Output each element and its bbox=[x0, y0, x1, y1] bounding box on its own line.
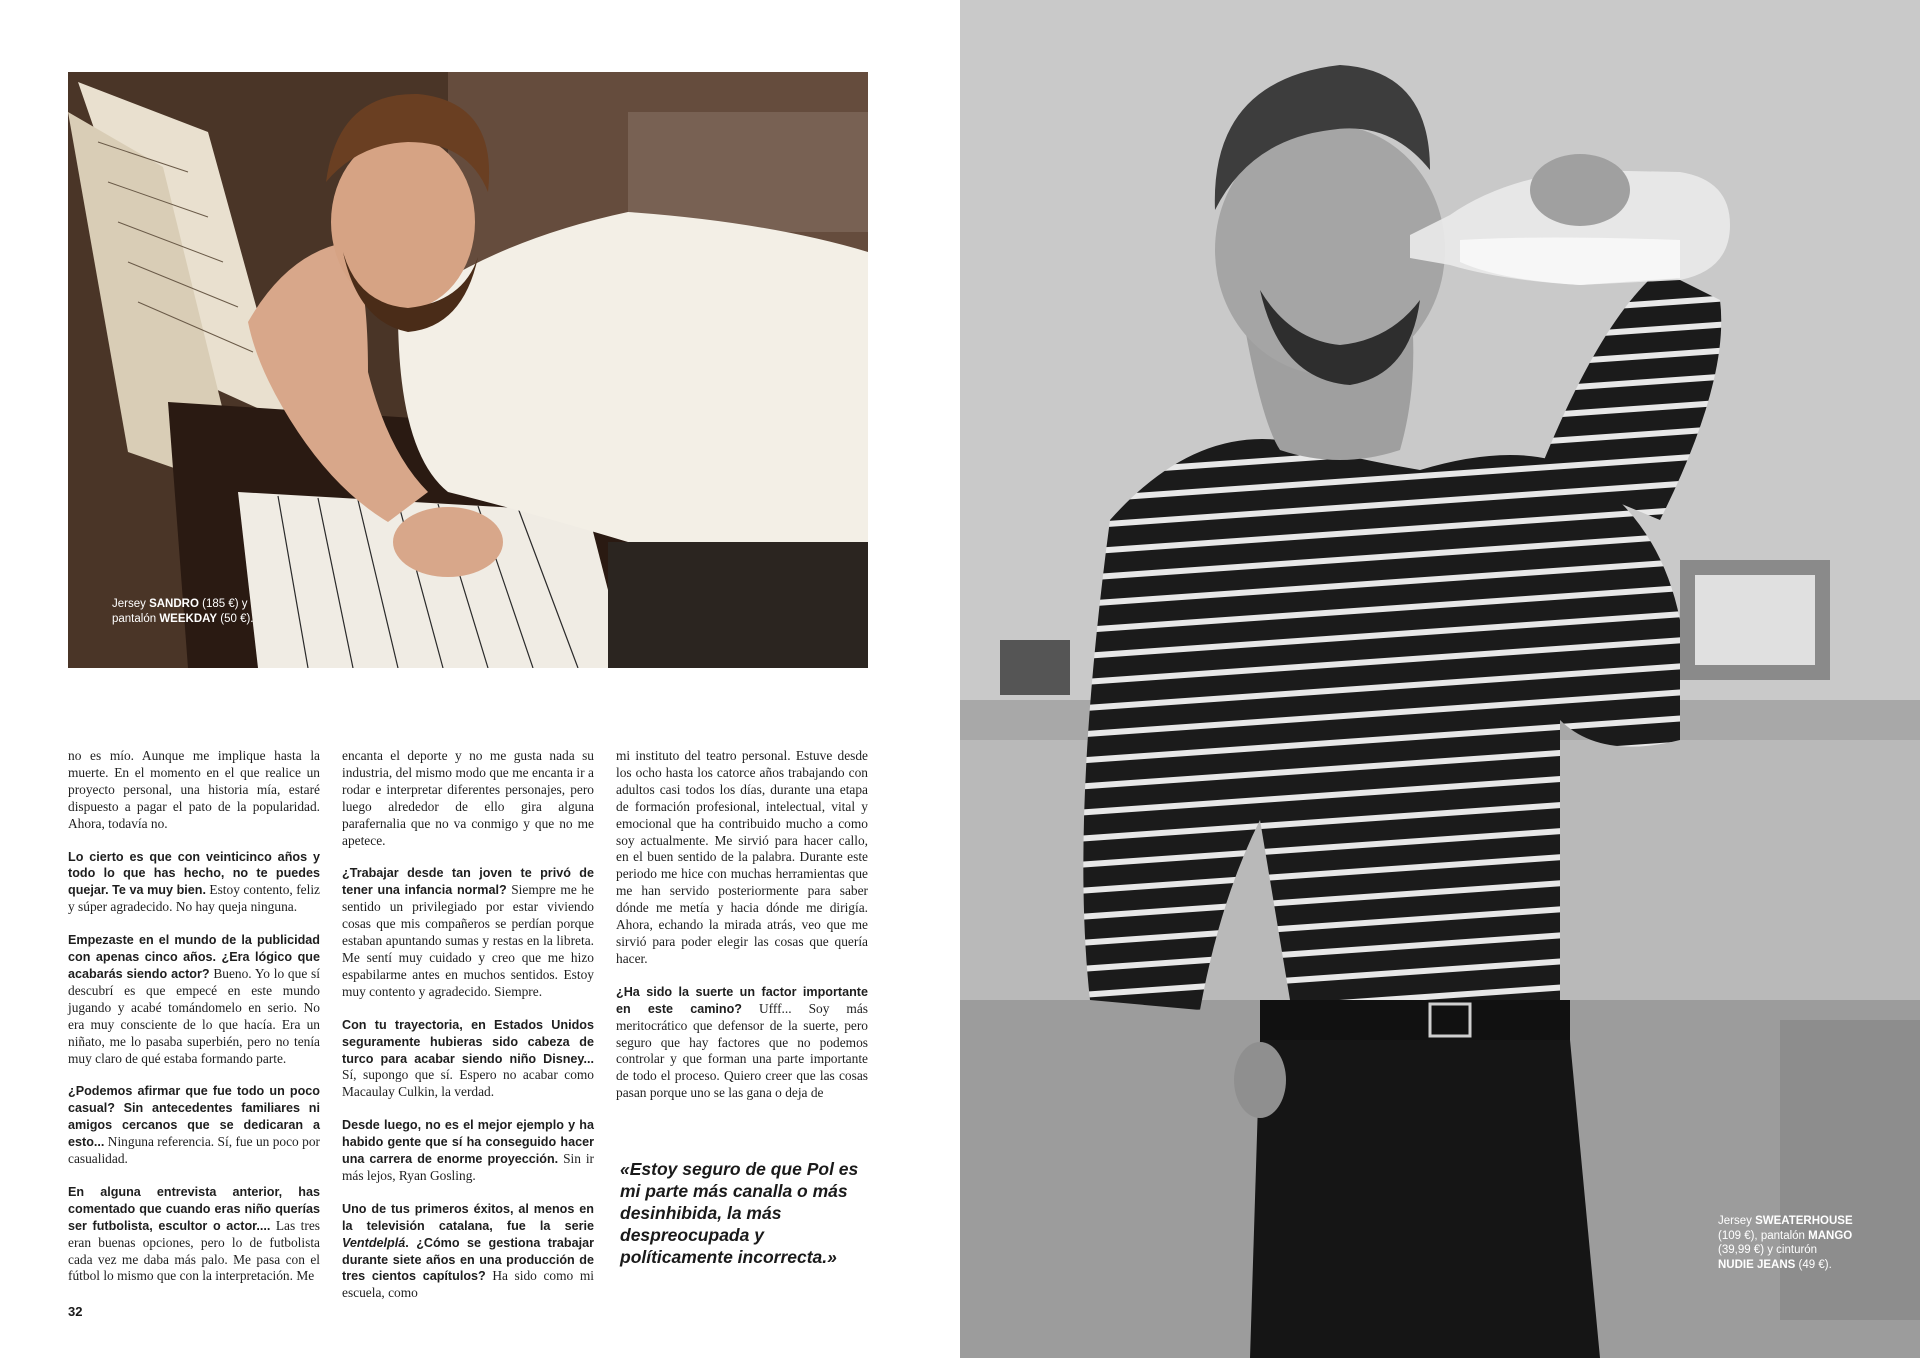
paragraph bbox=[68, 1184, 320, 1285]
right-photo bbox=[960, 0, 1920, 1358]
question-text: Con tu trayectoria, en Estados Unidos seguramente hubieras sido cabeza de turco para acabar siendo niño Disney... bbox=[342, 1017, 594, 1066]
answer-text: Las tres eran buenas opciones, pero lo de futbolista cada vez me daba más palo. Me pasa con el fútbol lo mismo que con la interpretación. Me bbox=[68, 1217, 320, 1284]
caption-text: pantalón bbox=[112, 613, 160, 625]
top-photo-caption bbox=[112, 597, 342, 627]
answer-text: Ninguna referencia. Sí, fue un poco por casualidad. bbox=[68, 1134, 320, 1167]
answer-text: Ufff... Soy más meritocrático que defensor de la suerte, pero seguro que hay factores que no podemos controlar y que forman una parte importante de todo el proceso. Quiero creer que las cosas pasan porque uno se las gana o deja de bbox=[616, 1000, 868, 1101]
text-column-3 bbox=[616, 748, 868, 1118]
answer-text: Sin ir más lejos, Ryan Gosling. bbox=[342, 1151, 594, 1183]
top-photo bbox=[68, 72, 868, 668]
answer-text: Ha sido como mi escuela, como bbox=[342, 1268, 594, 1301]
question-text: ¿Ha sido la suerte un factor importante en este camino? bbox=[616, 984, 868, 1016]
series-title: Ventdelplá bbox=[342, 1235, 406, 1250]
paragraph bbox=[68, 849, 320, 917]
caption-text: (50 €). bbox=[217, 613, 254, 625]
question-text: Lo cierto es que con veinticinco años y todo lo que has hecho, no te puedes quejar. Te va muy bien. bbox=[68, 849, 320, 898]
paragraph bbox=[68, 1083, 320, 1168]
caption-brand: WEEKDAY bbox=[159, 613, 218, 625]
question-text: En alguna entrevista anterior, has comentado que cuando eras niño querías ser futbolista, escultor o actor.... bbox=[68, 1184, 320, 1233]
caption-text: (39,99 €) y cinturón bbox=[1718, 1244, 1818, 1256]
caption-brand: MANGO bbox=[1808, 1229, 1853, 1242]
question-text-part: . ¿Cómo se gestiona trabajar durante siete años en una producción de tres cientos capítulos? bbox=[342, 1235, 594, 1284]
paragraph bbox=[342, 748, 594, 849]
answer-text: Estoy contento, feliz y súper agradecido. No hay queja ninguna. bbox=[68, 882, 320, 915]
text-column-1 bbox=[68, 748, 320, 1301]
answer-text: Sí, supongo que sí. Espero no acabar como Macaulay Culkin, la verdad. bbox=[342, 1067, 594, 1100]
paragraph bbox=[342, 1117, 594, 1185]
caption-text: Jersey bbox=[1718, 1215, 1756, 1227]
caption-text: Jersey bbox=[112, 598, 150, 610]
paragraph bbox=[342, 865, 594, 1000]
paragraph bbox=[342, 1201, 594, 1302]
striped-sweater-portrait-image bbox=[960, 0, 1920, 1358]
pull-quote: «Estoy seguro de que Pol es mi parte más canalla o más desinhibida, la más despreocupada y políticamente incorrecta.» bbox=[620, 1159, 859, 1267]
piano-portrait-image bbox=[68, 72, 868, 668]
paragraph bbox=[616, 984, 868, 1102]
caption-text: (109 €), pantalón bbox=[1718, 1229, 1809, 1242]
paragraph bbox=[68, 748, 320, 833]
answer-text: encanta el deporte y no me gusta nada su industria, del mismo modo que me encanta ir a rodar e interpretar diferentes personajes, pero luego alrededor de ello gira alguna parafernalia que no va conmigo y que no me apetece. bbox=[342, 748, 594, 848]
question-text-part: Uno de tus primeros éxitos, al menos en la televisión catalana, fue la serie bbox=[342, 1201, 594, 1233]
question-text: Desde luego, no es el mejor ejemplo y ha habido gente que sí ha conseguido hacer una carrera de enorme proyección. bbox=[342, 1118, 594, 1167]
answer-text: Siempre me he sentido un privilegiado por estar viviendo cosas que mis compañeros se perdían porque estaban apuntando sumas y restas en la libreta. Me sentí muy cuidado y creo que me hizo espabilarme antes en muchos sentidos. Estoy muy contento y agradecido. Siempre. bbox=[342, 882, 594, 999]
answer-text: mi instituto del teatro personal. Estuve desde los ocho hasta los catorce años trabajando con adultos casi todos los días, durante una etapa de formación profesional, intelectual, vital y emocional que ha contribuido mucho a como soy actualmente. Me sirvió para hacer callo, en el buen sentido de la palabra. Durante este periodo me hice con muchas herramientas que me han servido posteriormente para saber dónde me metía y hacia dónde me dirigía. Ahora, echando la mirada atrás, veo que me sirvió para poder elegir las cosas que quería hacer. bbox=[616, 748, 868, 966]
caption-text: (185 €) y bbox=[198, 598, 248, 610]
answer-text: Bueno. Yo lo que sí descubrí es que empecé en este mundo jugando y acabé tomándomelo en serio. No era muy consciente de lo que hacía. Era un niñato, me lo pasaba superbién, pero no tenía muy claro de qué estaba formando parte. bbox=[68, 965, 320, 1066]
paragraph bbox=[342, 1017, 594, 1102]
question-text: ¿Trabajar desde tan joven te privó de tener una infancia normal? bbox=[342, 866, 594, 898]
paragraph bbox=[68, 932, 320, 1067]
page-number: 32 bbox=[68, 1304, 83, 1319]
right-photo-caption bbox=[1718, 1214, 1858, 1272]
caption-text: (49 €). bbox=[1795, 1258, 1832, 1271]
answer-text: no es mío. Aunque me implique hasta la muerte. En el momento en el que realice un proyecto personal, una historia mía, estaré dispuesto a pagar el pato de la popularidad. Ahora, todavía no. bbox=[68, 748, 320, 831]
question-text: ¿Podemos afirmar que fue todo un poco casual? Sin antecedentes familiares ni amigos cercanos que se dedicaran a esto... bbox=[68, 1084, 320, 1150]
caption-brand: SWEATERHOUSE bbox=[1755, 1215, 1853, 1227]
caption-brand: NUDIE JEANS bbox=[1718, 1258, 1796, 1271]
question-text: Empezaste en el mundo de la publicidad con apenas cinco años. ¿Era lógico que acabarás siendo actor? bbox=[68, 933, 320, 981]
caption-brand: SANDRO bbox=[149, 598, 199, 610]
paragraph bbox=[616, 748, 868, 968]
text-column-2 bbox=[342, 748, 594, 1318]
